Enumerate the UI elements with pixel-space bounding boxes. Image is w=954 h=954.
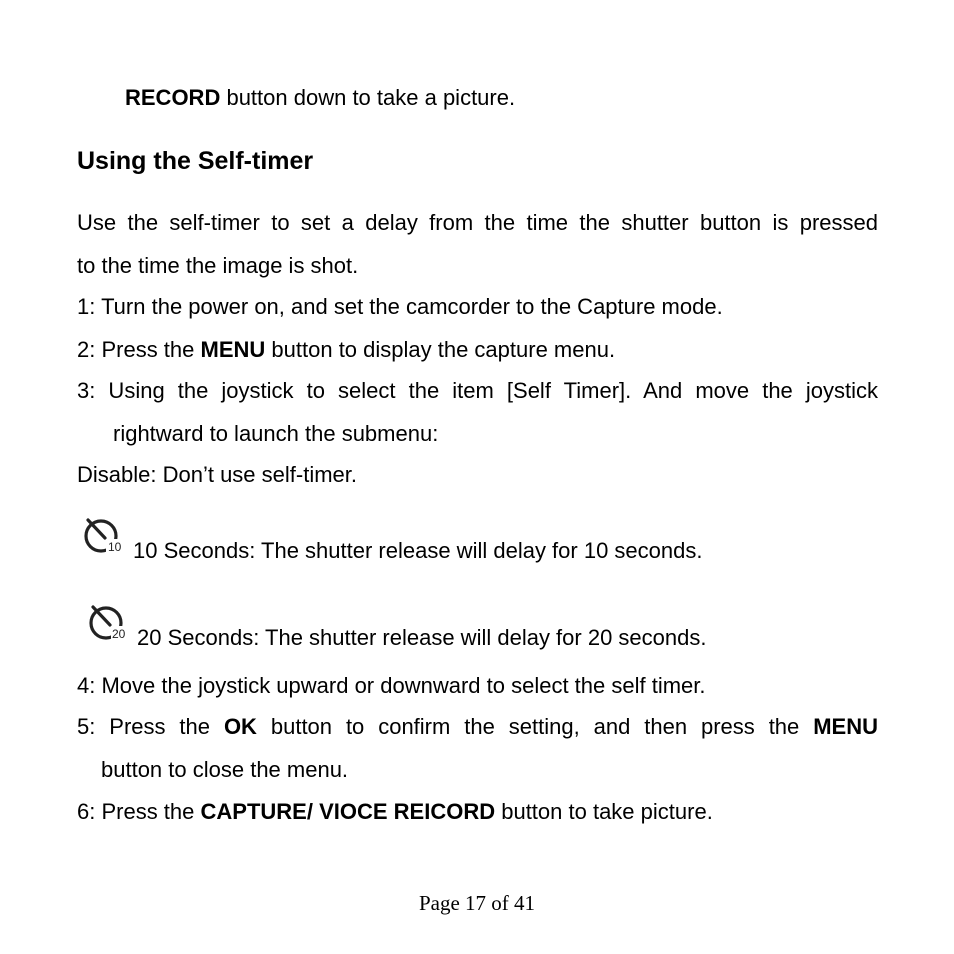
- step-5-line-1: [77, 714, 878, 740]
- self-timer-20-icon: [85, 602, 131, 646]
- intro-paragraph-line-1: Use the self-timer to set a delay from the time the shutter button is pressed: [77, 210, 878, 235]
- step-5-line-2: button to close the menu.: [101, 757, 349, 782]
- step-6-pre: 6: Press the: [77, 799, 201, 824]
- section-heading: Using the Self-timer: [77, 147, 314, 175]
- option-10-seconds: 10 Seconds: The shutter release will delay for 10 seconds.: [133, 538, 703, 563]
- step-5-pre: 5: Press the: [77, 714, 224, 739]
- option-disable: Disable: Don’t use self-timer.: [77, 462, 357, 487]
- intro-paragraph-line-2: to the time the image is shot.: [77, 253, 359, 278]
- option-20-seconds: 20 Seconds: The shutter release will delay for 20 seconds.: [137, 625, 707, 650]
- capture-voice-record-button-label: CAPTURE/ VIOCE REICORD: [200, 799, 496, 824]
- menu-button-label-2: MENU: [813, 714, 878, 739]
- step-3-line-2: rightward to launch the submenu:: [113, 421, 439, 446]
- menu-button-label: MENU: [200, 337, 266, 362]
- intro-text: button down to take a picture.: [220, 85, 516, 110]
- step-3-line-1: 3: Using the joystick to select the item [Self Timer]. And move the joystick: [77, 378, 878, 403]
- record-button-label: RECORD: [125, 85, 221, 110]
- self-timer-10-icon: [80, 515, 126, 559]
- self-timer-20-icon-label: 20: [112, 627, 126, 641]
- step-2-post: button to display the capture menu.: [265, 337, 616, 362]
- step-5-mid: button to confirm the setting, and then press the: [256, 714, 814, 739]
- step-6: [77, 799, 713, 825]
- step-4: 4: Move the joystick upward or downward to select the self timer.: [77, 673, 706, 698]
- step-2: [77, 337, 615, 363]
- intro-line: [125, 85, 515, 111]
- step-6-post: button to take picture.: [495, 799, 713, 824]
- self-timer-10-icon-label: 10: [108, 540, 122, 554]
- step-1: 1: Turn the power on, and set the camcorder to the Capture mode.: [77, 294, 723, 319]
- step-2-pre: 2: Press the: [77, 337, 201, 362]
- page-number: Page 17 of 41: [418, 891, 536, 915]
- ok-button-label: OK: [223, 714, 257, 739]
